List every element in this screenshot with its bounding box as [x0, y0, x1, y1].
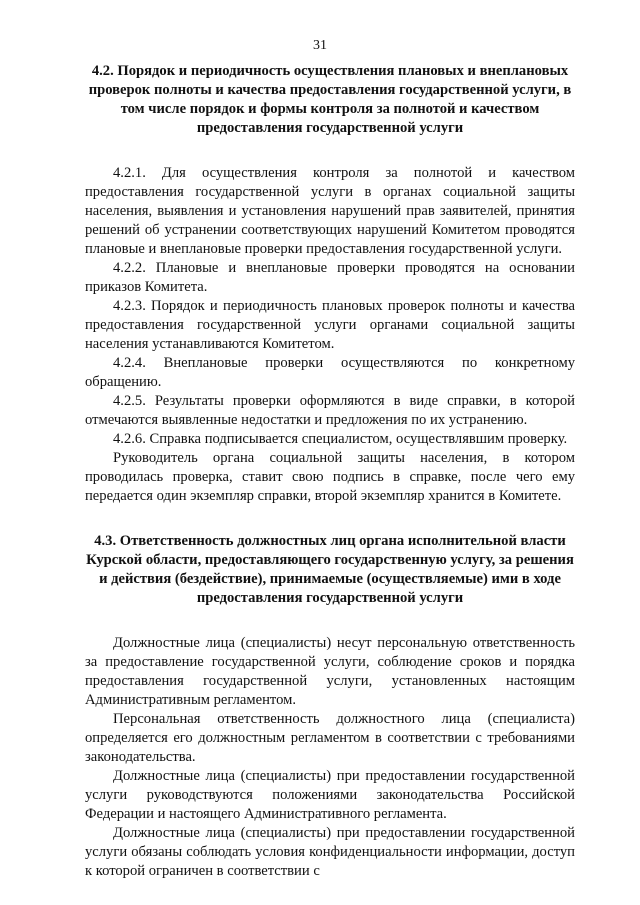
paragraph-4-2-6: 4.2.6. Справка подписывается специалистом, осуществлявшим проверку. [113, 431, 568, 447]
paragraph-4-3-3: Должностные лица (специалисты) при предоставлении государственной услуги руководствуются положениями законодательства Российской Федерации и настоящего Административного регламента. [85, 768, 575, 822]
section-4-2-heading: 4.2. Порядок и периодичность осуществления плановых и внеплановых проверок полноты и качества предоставления государственной услуги, в том числе порядок и формы контроля за полнотой и качеством предоставления государственной услуги [88, 63, 572, 136]
paragraph-4-2-3: 4.2.3. Порядок и периодичность плановых проверок полноты и качества предоставления государственной услуги органами социальной защиты населения устанавливаются Комитетом. [85, 298, 575, 352]
paragraph-4-3-4: Должностные лица (специалисты) при предоставлении государственной услуги обязаны соблюдать условия конфиденциальности информации, доступ к которой ограничен в соответствии с [85, 825, 575, 879]
section-4-3-heading: 4.3. Ответственность должностных лиц органа исполнительной власти Курской области, предоставляющего государственную услугу, за решения и действия (бездействие), принимаемые (осуществляемые) ими в ходе предоставления государственной услуги [86, 533, 574, 606]
paragraph-4-2-5: 4.2.5. Результаты проверки оформляются в виде справки, в которой отмечаются выявленные недостатки и предложения по их устранению. [85, 393, 575, 428]
paragraph-head-signature: Руководитель органа социальной защиты населения, в котором проводилась проверка, ставит свою подпись в справке, после чего ему передается один экземпляр справки, второй экземпляр хранится в Комитете. [85, 450, 575, 504]
paragraph-4-2-1: 4.2.1. Для осуществления контроля за полнотой и качеством предоставления государственной услуги в органах социальной защиты населения, выявления и установления нарушений прав заявителей, принятия решений об устранении соответствующих нарушений Комитетом проводятся плановые и внеплановые проверки предоставления государственной услуги. [85, 165, 575, 257]
paragraph-4-2-4: 4.2.4. Внеплановые проверки осуществляются по конкретному обращению. [85, 355, 575, 390]
document-body [85, 62, 575, 881]
paragraph-4-2-2: 4.2.2. Плановые и внеплановые проверки проводятся на основании приказов Комитета. [85, 260, 575, 295]
page-number: 31 [313, 38, 327, 53]
paragraph-4-3-2: Персональная ответственность должностного лица (специалиста) определяется его должностным регламентом в соответствии с требованиями законодательства. [85, 711, 575, 765]
paragraph-4-3-1: Должностные лица (специалисты) несут персональную ответственность за предоставление государственной услуги, соблюдение сроков и порядка предоставления государственной услуги, установленных настоящим Административным регламентом. [85, 635, 575, 708]
